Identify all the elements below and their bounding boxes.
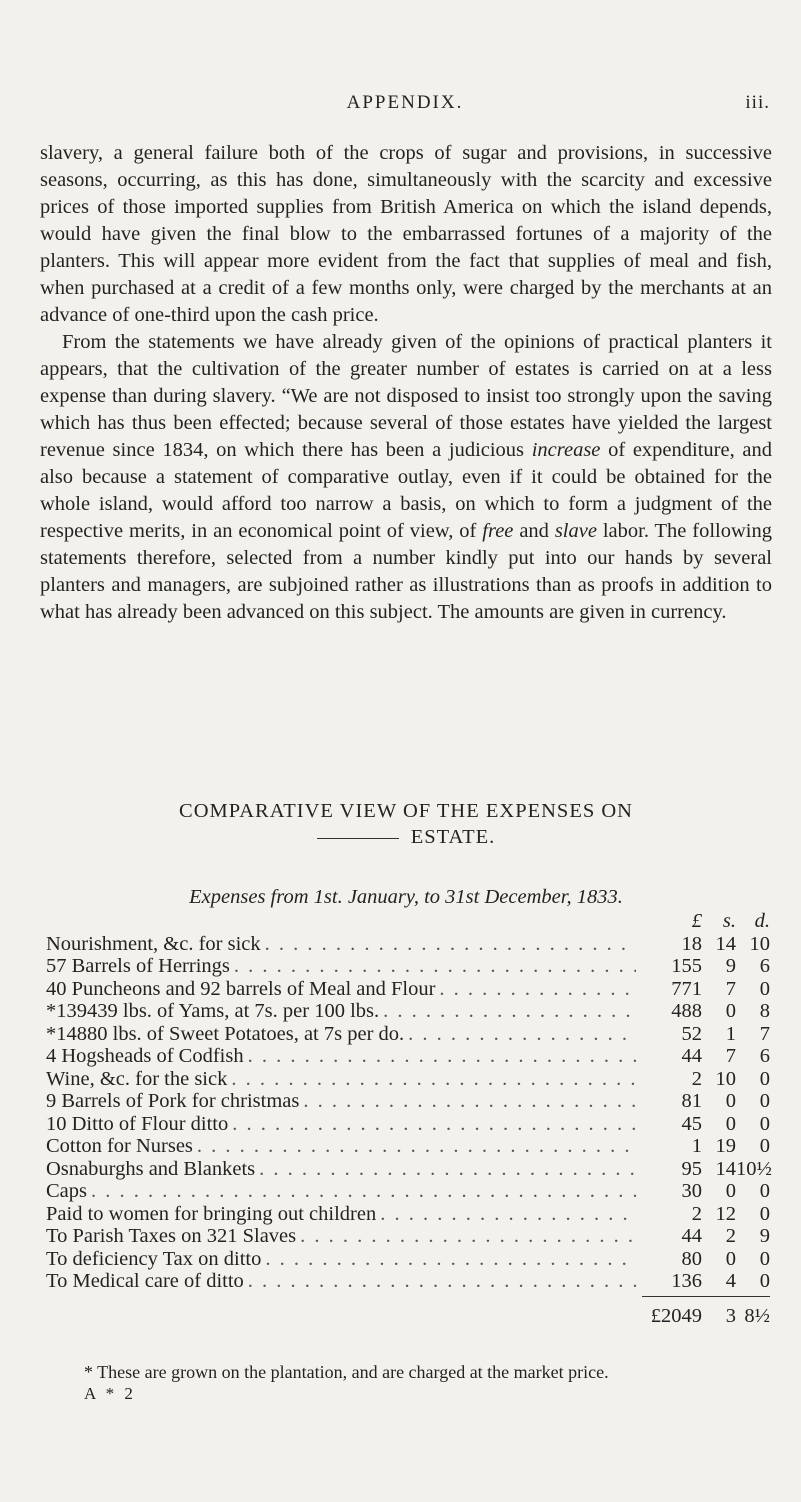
section-heading-estate (40, 826, 772, 849)
expense-pence: 9 (759, 1225, 770, 1247)
expense-shillings: 2 (725, 1225, 736, 1247)
expense-label: 10 Ditto of Flour ditto (46, 1112, 229, 1135)
table-subheading: Expenses from 1st. January, to 31st December, 1833. (189, 886, 623, 908)
expense-label: *14880 lbs. of Sweet Potatoes, at 7s per do. (46, 1022, 405, 1045)
leader-dots (197, 1135, 636, 1158)
expense-row (46, 1023, 770, 1046)
expense-label: 40 Puncheons and 92 barrels of Meal and Flour (46, 977, 436, 1000)
expense-row (46, 1203, 770, 1226)
expense-shillings: 19 (715, 1135, 736, 1157)
section-heading: COMPARATIVE VIEW OF THE EXPENSES ON (179, 800, 633, 822)
leader-dots (248, 1270, 636, 1293)
expense-shillings: 0 (725, 1180, 736, 1202)
expense-pence: 0 (759, 1247, 770, 1270)
expense-pence: 0 (759, 1202, 770, 1225)
estate-label: ESTATE. (410, 826, 496, 848)
expense-shillings: 7 (725, 1045, 736, 1067)
total-pounds: £2049 (650, 1304, 702, 1327)
expense-pounds: 30 (681, 1180, 702, 1202)
expense-shillings: 12 (715, 1202, 736, 1225)
expense-label: Wine, &c. for the sick (46, 1067, 228, 1090)
expense-shillings: 0 (725, 1000, 736, 1022)
expense-label: 9 Barrels of Pork for christmas (46, 1090, 300, 1112)
pounds-unit: £ (691, 910, 702, 932)
expense-shillings: 14 (715, 1157, 736, 1180)
leader-dots (439, 978, 636, 1001)
expense-label: Caps (46, 1180, 87, 1202)
expense-row (46, 933, 770, 956)
expense-label: 57 Barrels of Herrings (46, 955, 230, 977)
expense-label: Nourishment, &c. for sick (46, 932, 261, 955)
expense-shillings: 14 (715, 932, 736, 955)
expense-shillings: 0 (725, 1112, 736, 1135)
page-header (40, 92, 770, 122)
expense-pence: 0 (759, 977, 770, 1000)
expense-table (46, 910, 770, 1327)
shillings-unit: s. (722, 910, 736, 932)
expense-row (46, 1248, 770, 1271)
expense-label: Osnaburghs and Blankets (46, 1157, 256, 1180)
expense-pounds: 2 (691, 1202, 702, 1225)
paragraph: From the statements we have already given of the opinions of practical planters it appears, that the cultivation of the greater number of estates is carried on at a less expense than during slavery. “We are not disposed to insist too strongly upon the saving which has thus been effected; because several of those estates have yielded the largest revenue since 1834, on which there has been a judicious increase of expenditure, and also because a statement of comparative outlay, even if it could be obtained for the whole island, would afford too narrow a basis, on which to form a judgment of the respective merits, in an economical point of view, of free and slave labor. The following statements therefore, selected from a number kindly put into our hands by several planters and managers, are subjoined rather as illustrations than as proofs in addition to what has already been advanced on this subject. The amounts are given in currency. (40, 331, 772, 623)
expense-pounds: 2 (691, 1067, 702, 1090)
expense-pence: 0 (759, 1067, 770, 1090)
leader-dots (232, 1113, 636, 1136)
expense-shillings: 0 (725, 1247, 736, 1270)
paragraph: slavery, a general failure both of the crops of sugar and provisions, in successive seasons, occurring, as this has done, simultaneously with the scarcity and excessive prices of those imported supplies from British America on which the island depends, would have given the final blow to the embarrassed fortunes of a majority of the planters. This will appear more evident from the fact that supplies of meal and fish, when purchased at a credit of a few months only, were charged by the merchants at an advance of one-third upon the cash price. (40, 142, 772, 326)
expense-pence: 0 (759, 1090, 770, 1112)
currency-units-row (46, 910, 770, 933)
expense-shillings: 9 (725, 955, 736, 977)
signature-mark: A * 2 (84, 1384, 136, 1403)
page-number: iii. (745, 92, 770, 113)
expense-row (46, 1000, 770, 1023)
leader-dots (265, 933, 636, 956)
expense-pence: 10 (749, 932, 770, 955)
total-shillings: 3 (725, 1304, 736, 1327)
total-rule (46, 1293, 770, 1305)
expense-shillings: 1 (725, 1022, 736, 1045)
expense-row (46, 1113, 770, 1136)
leader-dots (259, 1158, 636, 1181)
expense-pence: 7 (759, 1022, 770, 1045)
expense-pence: 10½ (736, 1157, 772, 1180)
expense-row (46, 1090, 770, 1113)
expense-row (46, 1270, 770, 1293)
leader-dots (234, 955, 636, 978)
leader-dots (248, 1045, 636, 1068)
expense-pence: 0 (759, 1180, 770, 1202)
expense-label: Paid to women for bringing out children (46, 1202, 377, 1225)
expense-pounds: 44 (681, 1045, 702, 1067)
expense-pounds: 488 (671, 1000, 702, 1022)
leader-dots (300, 1225, 636, 1248)
leader-dots (303, 1090, 636, 1113)
expense-row (46, 978, 770, 1001)
expense-shillings: 10 (715, 1067, 736, 1090)
leader-dots (231, 1068, 636, 1091)
footnote: * These are grown on the plantation, and are charged at the market price. (84, 1362, 609, 1382)
expense-pence: 8 (759, 1000, 770, 1022)
expense-pence: 0 (759, 1135, 770, 1157)
expense-shillings: 4 (725, 1270, 736, 1292)
leader-dots (265, 1248, 636, 1271)
expense-row (46, 1225, 770, 1248)
expense-row (46, 955, 770, 978)
total-row (46, 1305, 770, 1328)
total-pence: 8½ (744, 1304, 770, 1327)
expense-pence: 6 (759, 955, 770, 977)
expense-pence: 0 (759, 1270, 770, 1292)
expense-pounds: 52 (681, 1022, 702, 1045)
expense-pounds: 136 (671, 1270, 702, 1292)
expense-shillings: 0 (725, 1090, 736, 1112)
expense-pounds: 18 (681, 932, 702, 955)
running-title: APPENDIX. (346, 92, 464, 113)
leader-dots (383, 1000, 636, 1023)
expense-pence: 6 (759, 1045, 770, 1067)
expense-row (46, 1180, 770, 1203)
leader-dots (91, 1180, 636, 1203)
body-text (40, 140, 772, 626)
expense-row (46, 1068, 770, 1091)
leader-dots (408, 1023, 636, 1046)
expense-row (46, 1045, 770, 1068)
expense-pounds: 95 (681, 1157, 702, 1180)
expense-pounds: 45 (681, 1112, 702, 1135)
expense-row (46, 1135, 770, 1158)
expense-pounds: 80 (681, 1247, 702, 1270)
expense-label: *139439 lbs. of Yams, at 7s. per 100 lbs. (46, 1000, 380, 1022)
expense-pounds: 44 (681, 1225, 702, 1247)
expense-row (46, 1158, 770, 1181)
expense-pence: 0 (759, 1112, 770, 1135)
expense-label: Cotton for Nurses (46, 1135, 193, 1157)
leader-dots (380, 1203, 636, 1226)
expense-label: To deficiency Tax on ditto (46, 1247, 262, 1270)
expense-pounds: 155 (671, 955, 702, 977)
pence-unit: d. (754, 910, 770, 932)
expense-label: To Medical care of ditto (46, 1270, 244, 1292)
expense-label: 4 Hogsheads of Codfish (46, 1045, 244, 1067)
expense-pounds: 1 (691, 1135, 702, 1157)
expense-pounds: 81 (681, 1090, 702, 1112)
blank-rule (317, 838, 399, 839)
expense-label: To Parish Taxes on 321 Slaves (46, 1225, 297, 1247)
expense-pounds: 771 (671, 977, 702, 1000)
expense-shillings: 7 (725, 977, 736, 1000)
